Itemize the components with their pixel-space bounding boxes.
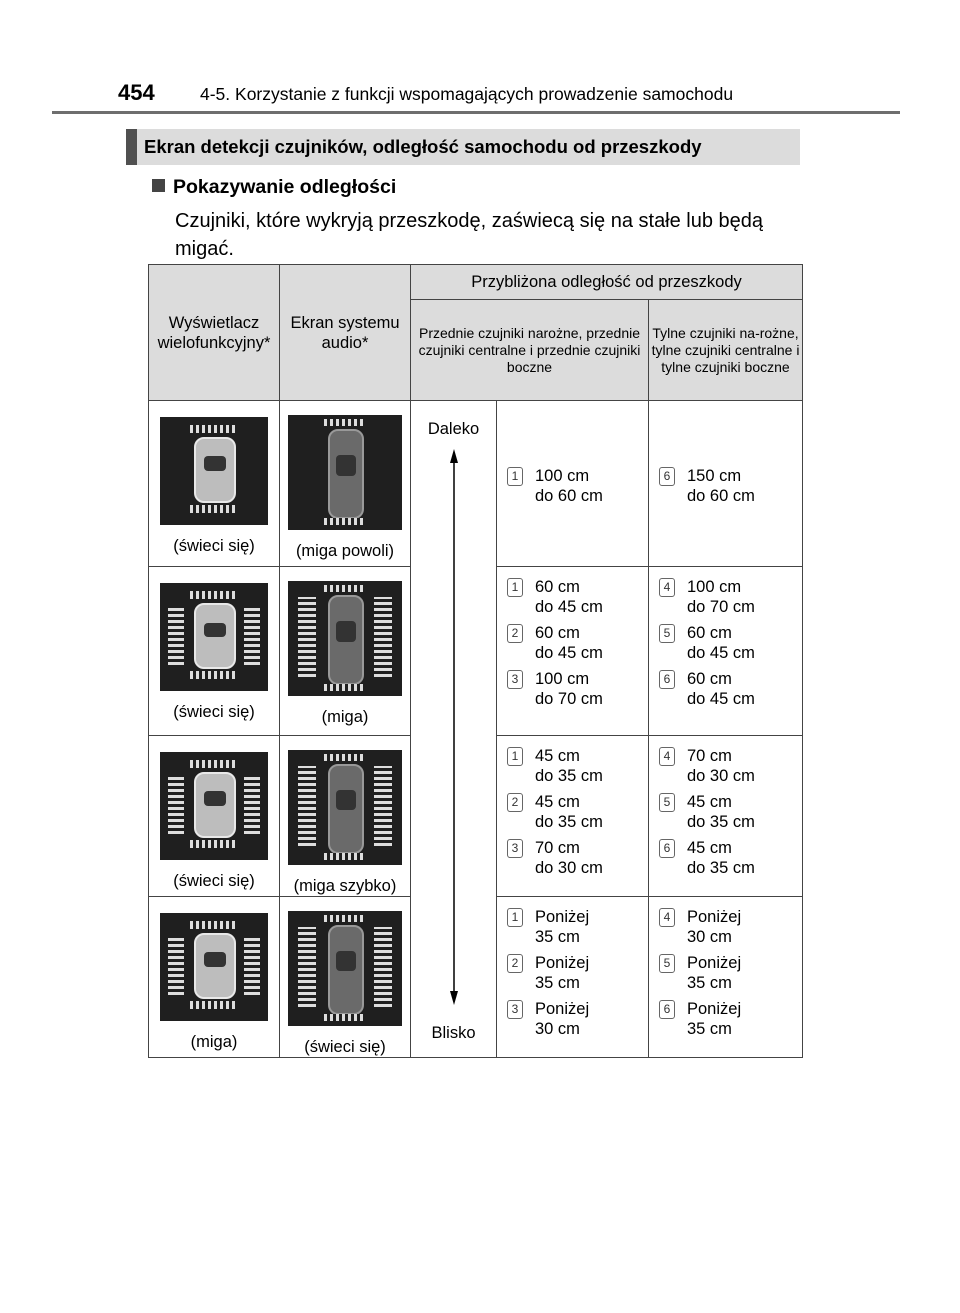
distance-entry <box>497 838 648 878</box>
distance-from: 60 cm <box>535 578 580 597</box>
audio-screen-caption: (miga powoli) <box>295 542 395 560</box>
rear-distance-cell <box>649 896 803 1057</box>
distance-to: 35 cm <box>687 1019 732 1038</box>
sensor-bars-icon <box>374 597 392 677</box>
sensor-bars-icon <box>244 774 260 834</box>
distance-to: do 45 cm <box>687 690 755 709</box>
distance-to: do 60 cm <box>535 486 603 505</box>
distance-to: 35 cm <box>535 927 580 946</box>
distance-from: Poniżej <box>535 999 590 1018</box>
distance-from: 100 cm <box>535 670 590 689</box>
rear-distance-cell <box>649 567 803 735</box>
distance-to: do 45 cm <box>535 598 603 617</box>
distance-to: do 70 cm <box>535 690 603 709</box>
distance-from: 70 cm <box>535 838 580 857</box>
sensor-bars-icon <box>324 518 366 525</box>
multi-display-sensor-image <box>160 417 268 525</box>
audio-screen-cell <box>280 735 411 896</box>
distance-to: do 60 cm <box>687 486 755 505</box>
sensor-number-badge: 1 <box>507 747 523 766</box>
multi-display-caption: (świeci się) <box>173 871 255 890</box>
chapter-title: 4-5. Korzystanie z funkcji wspomagających prowadzenie samochodu <box>200 84 734 104</box>
distance-entry <box>649 999 802 1039</box>
sensor-bars-icon <box>324 684 366 691</box>
audio-screen-caption: (świeci się) <box>304 1037 386 1056</box>
header-multi-display: Wyświetlacz wielofunkcyjny* <box>149 265 280 401</box>
distance-from: Poniżej <box>535 953 590 972</box>
distance-entry <box>497 999 648 1039</box>
sensor-number-badge: 2 <box>507 793 523 812</box>
distance-from: Poniżej <box>535 907 590 926</box>
distance-from: 60 cm <box>687 624 732 643</box>
sensor-bars-icon <box>324 754 366 761</box>
distance-entry <box>497 746 648 786</box>
distance-from: 45 cm <box>687 792 732 811</box>
front-distance-cell <box>497 401 649 567</box>
multi-display-sensor-image <box>160 913 268 1021</box>
multi-display-caption: (miga) <box>190 1032 238 1051</box>
distance-from: Poniżej <box>687 999 742 1018</box>
distance-to: do 35 cm <box>687 812 755 831</box>
audio-screen-sensor-image <box>288 911 402 1026</box>
sensor-number-badge: 6 <box>659 1000 675 1019</box>
distance-entry <box>649 669 802 709</box>
audio-screen-cell <box>280 896 411 1057</box>
sensor-bars-icon <box>324 1014 366 1021</box>
distance-from: 60 cm <box>535 624 580 643</box>
multi-display-caption: (świeci się) <box>173 537 255 555</box>
distance-arrow-cell <box>411 401 497 1058</box>
distance-table <box>148 264 803 1058</box>
distance-entry <box>649 953 802 993</box>
distance-entry <box>649 746 802 786</box>
header-front-sensors: Przednie czujniki narożne, przednie czujniki centralne i przednie czujniki boczne <box>411 300 649 401</box>
distance-from: 100 cm <box>687 578 742 597</box>
sensor-bars-icon <box>244 935 260 995</box>
car-icon <box>194 603 236 669</box>
distance-from: 100 cm <box>535 466 590 485</box>
sensor-bars-icon <box>324 853 366 860</box>
audio-screen-cell <box>280 401 411 567</box>
square-bullet-icon <box>152 179 165 192</box>
front-distance-cell <box>497 896 649 1057</box>
multi-display-sensor-image <box>160 583 268 691</box>
subheading-text: Pokazywanie odległości <box>173 176 397 198</box>
sensor-bars-icon <box>190 505 238 513</box>
rear-distance-cell <box>649 735 803 896</box>
body-paragraph: Czujniki, które wykryją przeszkodę, zaświecą się na stałe lub będą migać. <box>175 210 764 260</box>
sensor-bars-icon <box>190 591 238 599</box>
distance-to: 30 cm <box>535 1019 580 1038</box>
distance-from: 45 cm <box>535 746 580 765</box>
subheading <box>152 176 396 199</box>
multi-display-cell <box>149 401 280 567</box>
distance-entry <box>649 838 802 878</box>
distance-to: do 35 cm <box>535 766 603 785</box>
distance-entry <box>649 792 802 832</box>
front-distance-cell <box>497 567 649 735</box>
distance-entry <box>649 907 802 947</box>
sensor-bars-icon <box>190 1001 238 1009</box>
sensor-number-badge: 4 <box>659 578 675 597</box>
distance-entry <box>497 623 648 663</box>
section-tab-marker <box>126 129 137 165</box>
audio-screen-cell <box>280 567 411 735</box>
car-icon <box>194 772 236 838</box>
front-distance-cell <box>497 735 649 896</box>
sensor-bars-icon <box>190 921 238 929</box>
distance-to: do 45 cm <box>687 644 755 663</box>
far-label: Daleko <box>427 420 480 438</box>
sensor-bars-icon <box>244 605 260 665</box>
sensor-bars-icon <box>298 766 316 846</box>
rear-distance-cell <box>649 401 803 567</box>
sensor-number-badge: 3 <box>507 1000 523 1019</box>
sensor-number-badge: 6 <box>659 670 675 689</box>
distance-to: do 70 cm <box>687 598 755 617</box>
sensor-bars-icon <box>298 927 316 1007</box>
car-icon <box>328 764 364 854</box>
distance-to: 35 cm <box>687 973 732 992</box>
multi-display-cell <box>149 735 280 896</box>
distance-to: do 30 cm <box>535 858 603 877</box>
header-rear-sensors: Tylne czujniki na-rożne, tylne czujniki centralne i tylne czujniki boczne <box>649 300 803 401</box>
distance-to: do 35 cm <box>687 858 755 877</box>
distance-from: 45 cm <box>687 838 732 857</box>
sensor-bars-icon <box>324 915 366 922</box>
sensor-number-badge: 6 <box>659 467 675 486</box>
header-audio-screen: Ekran systemu audio* <box>280 265 411 401</box>
page-number: 454 <box>118 80 155 105</box>
double-arrow-icon <box>411 401 497 1057</box>
sensor-number-badge: 4 <box>659 908 675 927</box>
sensor-number-badge: 4 <box>659 747 675 766</box>
sensor-bars-icon <box>324 419 366 426</box>
sensor-number-badge: 6 <box>659 839 675 858</box>
sensor-bars-icon <box>168 935 184 995</box>
section-title-bar <box>126 129 800 165</box>
distance-to: 30 cm <box>687 927 732 946</box>
header-distance: Przybliżona odległość od przeszkody <box>411 265 803 300</box>
car-icon <box>328 429 364 519</box>
distance-from: Poniżej <box>687 907 742 926</box>
distance-entry <box>649 466 802 506</box>
sensor-bars-icon <box>190 671 238 679</box>
sensor-bars-icon <box>168 605 184 665</box>
car-icon <box>194 933 236 999</box>
distance-from: 60 cm <box>687 670 732 689</box>
sensor-number-badge: 1 <box>507 578 523 597</box>
distance-from: 70 cm <box>687 746 732 765</box>
distance-entry <box>649 577 802 617</box>
car-icon <box>194 437 236 503</box>
sensor-bars-icon <box>374 766 392 846</box>
multi-display-sensor-image <box>160 752 268 860</box>
section-title: Ekran detekcji czujników, odległość samochodu od przeszkody <box>144 136 702 157</box>
sensor-bars-icon <box>190 840 238 848</box>
sensor-number-badge: 5 <box>659 793 675 812</box>
car-icon <box>328 595 364 685</box>
page-header <box>118 80 898 110</box>
multi-display-cell <box>149 896 280 1057</box>
distance-from: 150 cm <box>687 466 742 485</box>
sensor-bars-icon <box>324 585 366 592</box>
distance-to: do 45 cm <box>535 644 603 663</box>
sensor-number-badge: 3 <box>507 670 523 689</box>
near-label: Blisko <box>431 1024 476 1042</box>
distance-from: 45 cm <box>535 792 580 811</box>
sensor-number-badge: 3 <box>507 839 523 858</box>
sensor-bars-icon <box>190 425 238 433</box>
distance-entry <box>497 792 648 832</box>
sensor-bars-icon <box>298 597 316 677</box>
distance-entry <box>497 907 648 947</box>
sensor-number-badge: 1 <box>507 467 523 486</box>
audio-screen-caption: (miga) <box>321 708 369 727</box>
distance-entry <box>497 577 648 617</box>
sensor-number-badge: 2 <box>507 624 523 643</box>
distance-to: do 30 cm <box>687 766 755 785</box>
distance-to: 35 cm <box>535 973 580 992</box>
audio-screen-sensor-image <box>288 581 402 696</box>
distance-to: do 35 cm <box>535 812 603 831</box>
sensor-bars-icon <box>190 760 238 768</box>
sensor-bars-icon <box>374 927 392 1007</box>
distance-entry <box>649 623 802 663</box>
header-rule <box>52 111 900 114</box>
sensor-number-badge: 2 <box>507 954 523 973</box>
car-icon <box>328 925 364 1015</box>
multi-display-caption: (świeci się) <box>173 703 255 722</box>
distance-entry <box>497 466 648 506</box>
sensor-bars-icon <box>168 774 184 834</box>
sensor-number-badge: 5 <box>659 624 675 643</box>
sensor-number-badge: 5 <box>659 954 675 973</box>
audio-screen-sensor-image <box>288 415 402 530</box>
audio-screen-caption: (miga szybko) <box>293 876 397 895</box>
table-row <box>149 401 803 567</box>
multi-display-cell <box>149 567 280 735</box>
distance-entry <box>497 953 648 993</box>
distance-from: Poniżej <box>687 953 742 972</box>
sensor-number-badge: 1 <box>507 908 523 927</box>
audio-screen-sensor-image <box>288 750 402 865</box>
distance-entry <box>497 669 648 709</box>
